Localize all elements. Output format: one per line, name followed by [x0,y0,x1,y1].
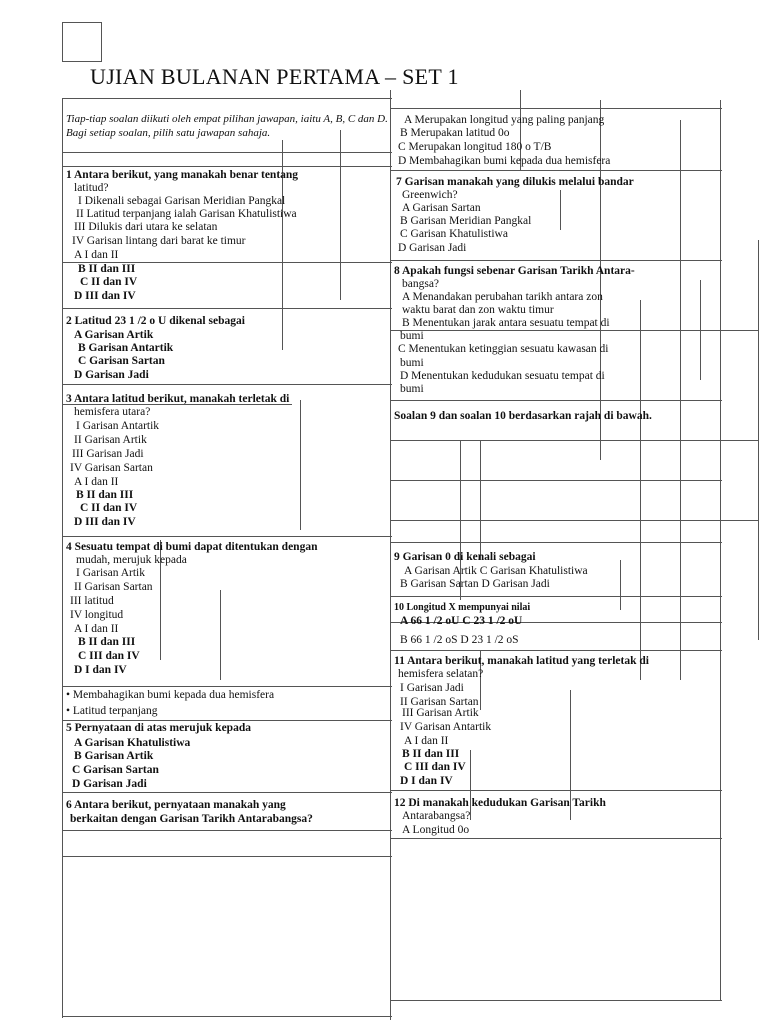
option[interactable]: C Garisan Khatulistiwa [400,228,508,240]
option-row[interactable]: A 66 1 /2 oU C 23 1 /2 oU [400,615,523,627]
option[interactable]: C II dan IV [80,276,138,288]
option-row[interactable]: B Garisan Sartan D Garisan Jadi [400,578,550,590]
option[interactable]: D I dan IV [74,664,127,676]
option[interactable]: D Garisan Jadi [74,369,149,381]
option[interactable]: C II dan IV [80,502,138,514]
figure-note: Soalan 9 dan soalan 10 berdasarkan rajah di bawah. [394,410,652,422]
option[interactable]: D Membahagikan bumi kepada dua hemisfera [398,155,611,167]
question-7-stem-cont: Greenwich? [402,189,458,201]
option[interactable]: A Longitud 0o [402,824,470,836]
statement: II Garisan Artik [74,434,147,446]
statement: IV Garisan Antartik [400,721,492,733]
option-cont: bumi [400,383,424,395]
option[interactable]: A I dan II [404,735,449,747]
bullet-statement: • Latitud terpanjang [66,705,158,717]
statement: IV Garisan Sartan [70,462,153,474]
statement: IV longitud [70,609,124,621]
option[interactable]: D Menentukan kedudukan sesuatu tempat di [400,370,605,382]
question-1-stem-cont: latitud? [74,182,109,194]
page-title: UJIAN BULANAN PERTAMA – SET 1 [90,64,459,89]
option[interactable]: D III dan IV [74,290,136,302]
question-9-stem: 9 Garisan 0 di kenali sebagai [394,551,536,563]
question-12-stem-cont: Antarabangsa? [402,810,471,822]
option[interactable]: B Garisan Antartik [78,342,174,354]
option[interactable]: D I dan IV [400,775,453,787]
option[interactable]: C Merupakan longitud 180 o T/B [398,141,552,153]
question-4-stem: 4 Sesuatu tempat di bumi dapat ditentukan dengan [66,541,318,553]
option[interactable]: B Menentukan jarak antara sesuatu tempat di [402,317,610,329]
option[interactable]: B II dan III [402,748,460,760]
question-8-stem: 8 Apakah fungsi sebenar Garisan Tarikh Antara- [394,265,635,277]
option[interactable]: B II dan III [78,263,136,275]
option-cont: bumi [400,330,424,342]
question-10-stem: 10 Longitud X mempunyai nilai [394,602,531,613]
option[interactable]: A I dan II [74,623,119,635]
option[interactable]: C Menentukan ketinggian sesuatu kawasan di [398,343,609,355]
instructions: Tiap-tiap soalan diikuti oleh empat pilihan jawapan, iaitu A, B, C dan D. Bagi setiap soalan, pilih satu jawapan sahaja. [66,113,388,139]
option[interactable]: A Garisan Artik [74,329,154,341]
statement: I Garisan Jadi [400,682,464,694]
option-cont: waktu barat dan zon waktu timur [402,304,554,316]
question-7-stem: 7 Garisan manakah yang dilukis melalui bandar [396,176,634,188]
statement: III Garisan Jadi [72,448,144,460]
question-4-stem-cont: mudah, merujuk kepada [76,554,187,566]
option[interactable]: D Garisan Jadi [72,778,147,790]
statement: II Latitud terpanjang ialah Garisan Khatulistiwa [76,208,297,220]
question-6-stem-cont: berkaitan dengan Garisan Tarikh Antarabangsa? [70,813,313,825]
statement: I Garisan Antartik [76,420,160,432]
question-6-stem: 6 Antara berikut, pernyataan manakah yang [66,799,286,811]
option-row[interactable]: A Garisan Artik C Garisan Khatulistiwa [404,565,588,577]
option[interactable]: B Garisan Artik [74,750,154,762]
option[interactable]: A I dan II [74,476,119,488]
question-12-stem: 12 Di manakah kedudukan Garisan Tarikh [394,797,606,809]
option[interactable]: A Merupakan longitud yang paling panjang [404,114,605,126]
option[interactable]: B II dan III [76,489,134,501]
statement: II Garisan Sartan [400,696,479,708]
statement: II Garisan Sartan [74,581,153,593]
statement: IV Garisan lintang dari barat ke timur [72,235,246,247]
statement: III Dilukis dari utara ke selatan [74,221,218,233]
question-3-stem: 3 Antara latitud berikut, manakah terletak di [66,393,290,405]
option[interactable]: C Garisan Sartan [72,764,159,776]
option[interactable]: B Merupakan latitud 0o [400,127,510,139]
question-3-stem-cont: hemisfera utara? [74,406,151,418]
option[interactable]: D III dan IV [74,516,136,528]
question-2-stem: 2 Latitud 23 1 /2 o U dikenal sebagai [66,315,245,327]
option[interactable]: D Garisan Jadi [398,242,467,254]
option[interactable]: A Menandakan perubahan tarikh antara zon [402,291,603,303]
question-11-stem-cont: hemisfera selatan? [398,668,484,680]
bullet-icon: • [66,705,71,717]
option[interactable]: C III dan IV [404,761,466,773]
statement: III latitud [70,595,114,607]
option[interactable]: B Garisan Meridian Pangkal [400,215,532,227]
option[interactable]: C III dan IV [78,650,140,662]
question-1-stem: 1 Antara berikut, yang manakah benar tentang [66,169,299,181]
question-8-stem-cont: bangsa? [402,278,440,290]
bullet-statement: • Membahagikan bumi kepada dua hemisfera [66,689,275,701]
option-cont: bumi [400,357,424,369]
option-row[interactable]: B 66 1 /2 oS D 23 1 /2 oS [400,634,519,646]
option[interactable]: A I dan II [74,249,119,261]
question-5-stem: 5 Pernyataan di atas merujuk kepada [66,722,251,734]
question-11-stem: 11 Antara berikut, manakah latitud yang terletak di [394,655,649,667]
statement: III Garisan Artik [402,707,479,719]
bullet-icon: • [66,689,71,701]
statement: I Dikenali sebagai Garisan Meridian Pangkal [78,195,286,207]
option[interactable]: A Garisan Sartan [402,202,481,214]
option[interactable]: B II dan III [78,636,136,648]
option[interactable]: A Garisan Khatulistiwa [74,737,191,749]
statement: I Garisan Artik [76,567,145,579]
option[interactable]: C Garisan Sartan [78,355,165,367]
